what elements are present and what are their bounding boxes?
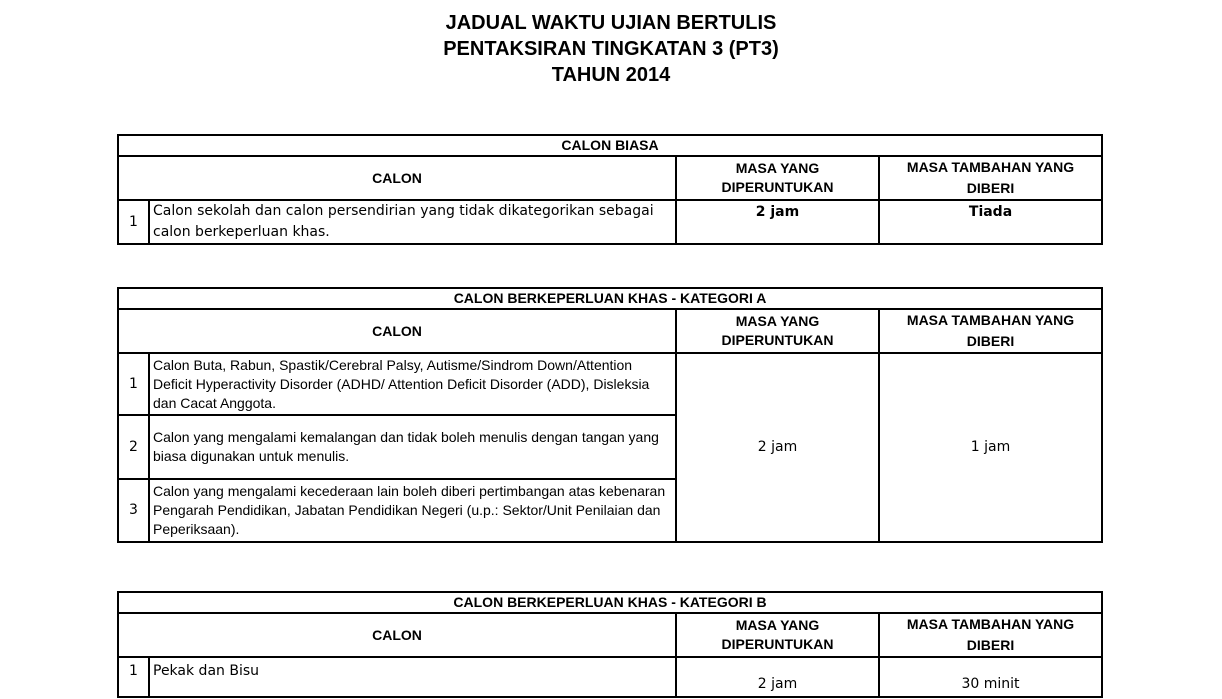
table-kategori-a bbox=[117, 287, 1103, 543]
title-line-2: PENTAKSIRAN TINGKATAN 3 (PT3) bbox=[443, 38, 779, 60]
section-heading: CALON BERKEPERLUAN KHAS - KATEGORI B bbox=[118, 592, 1102, 613]
masa-value: 2 jam bbox=[676, 353, 879, 542]
tambahan-value: 30 minit bbox=[879, 657, 1102, 697]
row-number: 2 bbox=[118, 415, 149, 479]
row-description: Pekak dan Bisu bbox=[149, 657, 676, 697]
masa-value: 2 jam bbox=[676, 200, 879, 244]
row-description: Calon sekolah dan calon persendirian yang tidak dikategorikan sebagai calon berkeperluan khas. bbox=[149, 200, 676, 244]
row-number: 1 bbox=[118, 353, 149, 415]
row-number: 3 bbox=[118, 479, 149, 542]
section-heading: CALON BERKEPERLUAN KHAS - KATEGORI A bbox=[118, 288, 1102, 309]
column-header-calon: CALON bbox=[118, 613, 676, 657]
column-header-calon: CALON bbox=[118, 156, 676, 200]
column-header-masa: MASA YANG DIPERUNTUKAN bbox=[676, 309, 879, 353]
column-header-tambahan: MASA TAMBAHAN YANG DIBERI bbox=[879, 156, 1102, 200]
section-heading: CALON BIASA bbox=[118, 135, 1102, 156]
row-description: Calon yang mengalami kecederaan lain boleh diberi pertimbangan atas kebenaran Pengarah Pendidikan, Jabatan Pendidikan Negeri (u.p.: Sektor/Unit Penilaian dan Peperiksaan). bbox=[149, 479, 676, 542]
table-calon-biasa bbox=[117, 134, 1103, 245]
tambahan-value: Tiada bbox=[879, 200, 1102, 244]
document-title bbox=[0, 10, 1222, 88]
row-number: 1 bbox=[118, 200, 149, 244]
column-header-masa: MASA YANG DIPERUNTUKAN bbox=[676, 156, 879, 200]
title-line-3: TAHUN 2014 bbox=[551, 64, 671, 86]
column-header-tambahan: MASA TAMBAHAN YANG DIBERI bbox=[879, 613, 1102, 657]
column-header-calon: CALON bbox=[118, 309, 676, 353]
row-number: 1 bbox=[118, 657, 149, 697]
tambahan-value: 1 jam bbox=[879, 353, 1102, 542]
row-description: Calon Buta, Rabun, Spastik/Cerebral Palsy, Autisme/Sindrom Down/Attention Deficit Hyperactivity Disorder (ADHD/ Attention Deficit Disorder (ADD), Disleksia dan Cacat Anggota. bbox=[149, 353, 676, 415]
row-description: Calon yang mengalami kemalangan dan tidak boleh menulis dengan tangan yang biasa digunakan untuk menulis. bbox=[149, 415, 676, 479]
masa-value: 2 jam bbox=[676, 657, 879, 697]
title-line-1: JADUAL WAKTU UJIAN BERTULIS bbox=[445, 12, 777, 34]
column-header-tambahan: MASA TAMBAHAN YANG DIBERI bbox=[879, 309, 1102, 353]
table-kategori-b bbox=[117, 591, 1103, 698]
column-header-masa: MASA YANG DIPERUNTUKAN bbox=[676, 613, 879, 657]
